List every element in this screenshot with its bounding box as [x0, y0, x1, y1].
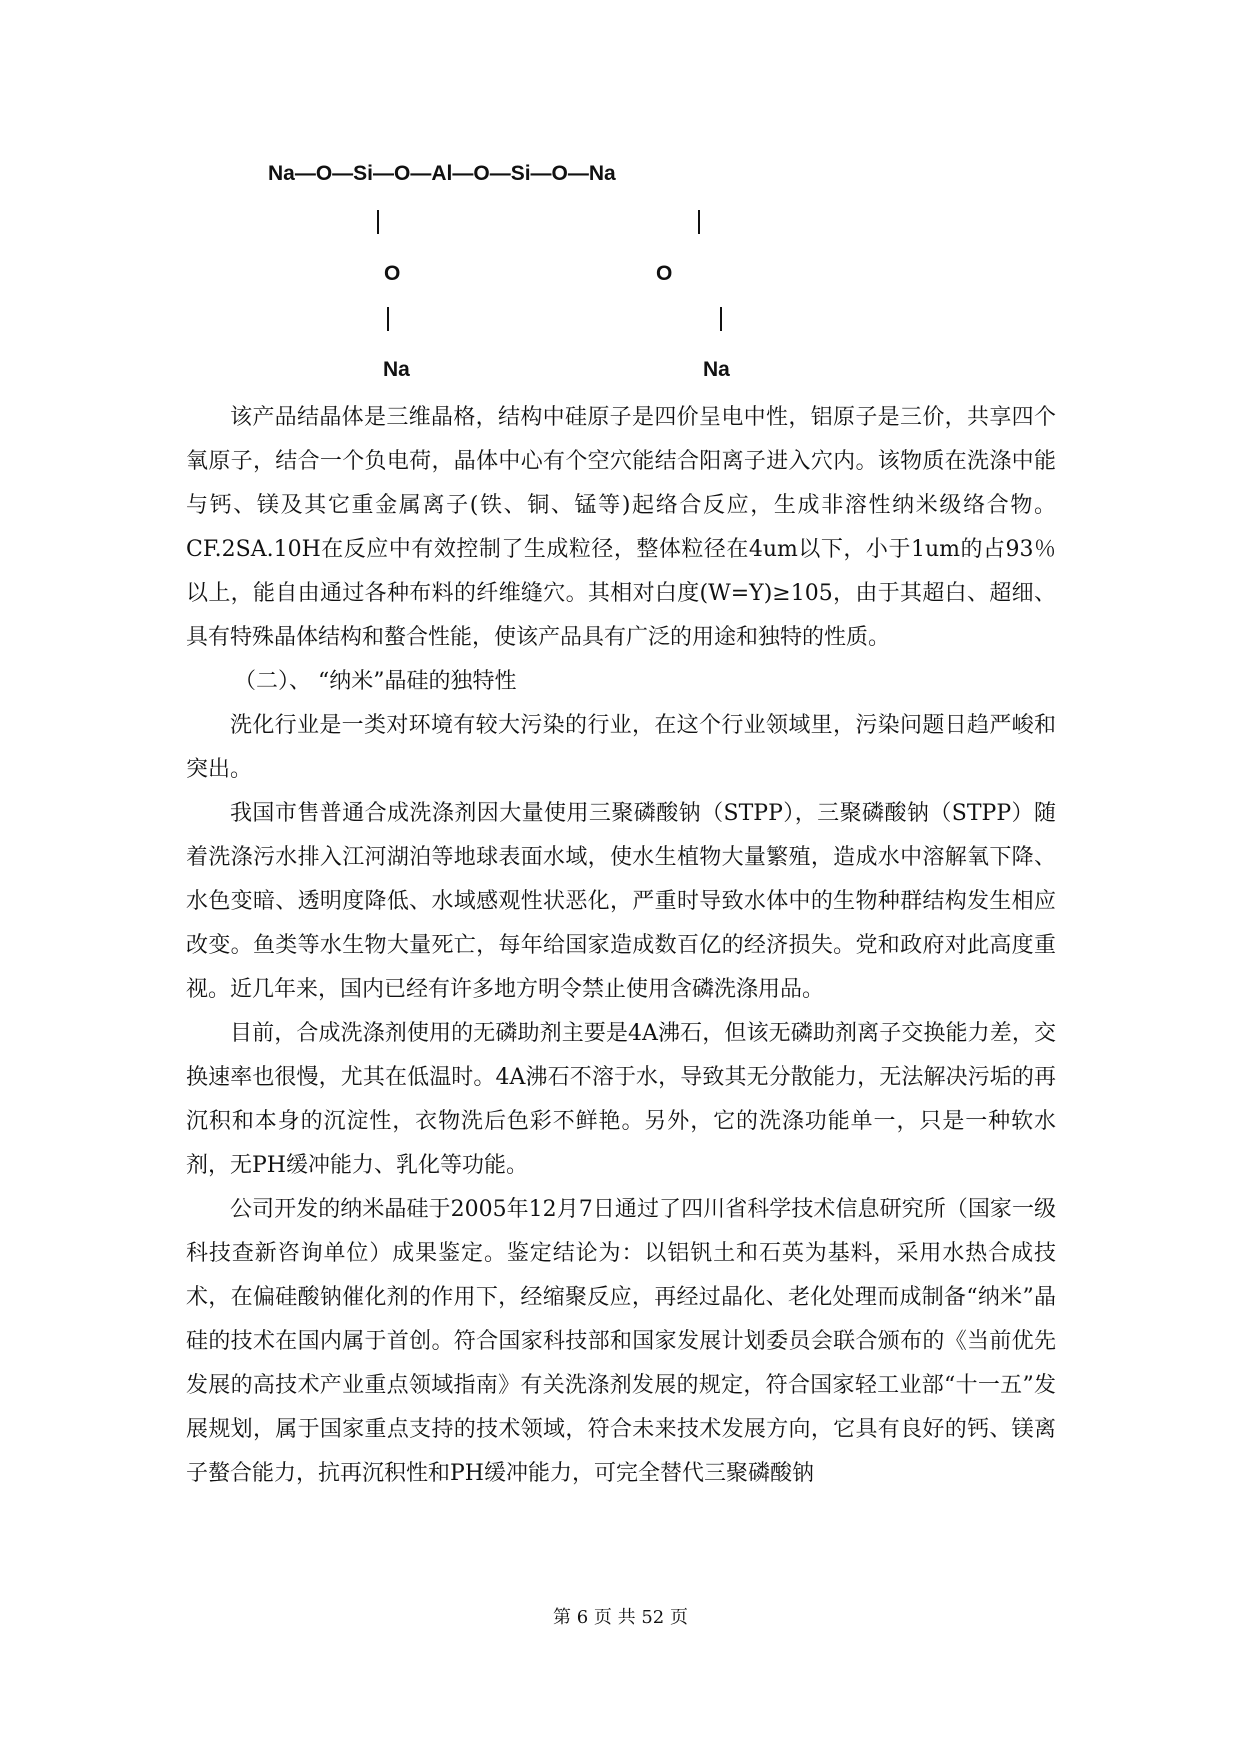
paragraph-4a-zeolite: 目前，合成洗涤剂使用的无磷助剂主要是4A沸石，但该无磷助剂离子交换能力差，交换速率也很慢，尤其在低温时。4A沸石不溶于水，导致其无分散能力，无法解决污垢的再沉积和本身的沉淀性，衣物洗后色彩不鲜艳。另外，它的洗涤功能单一，只是一种软水剂，无PH缓冲能力、乳化等功能。: [186, 1021, 1056, 1178]
oxygen-right: O: [656, 262, 673, 285]
bond-bar-right-lower: [720, 307, 722, 331]
oxygen-left: O: [384, 262, 401, 285]
sodium-left: Na: [383, 358, 410, 381]
sodium-right: Na: [703, 358, 730, 381]
formula-main-chain: Na—O—Si—O—Al—O—Si—O—Na: [268, 162, 616, 185]
paragraph-company-development: 公司开发的纳米晶硅于2005年12月7日通过了四川省科学技术信息研究所（国家一级科技查新咨询单位）成果鉴定。鉴定结论为：以铝钒土和石英为基料，采用水热合成技术，在偏硅酸钠催化剂的作用下，经缩聚反应，再经过晶化、老化处理而成制备“纳米”晶硅的技术在国内属于首创。符合国家科技部和国家发展计划委员会联合颁布的《当前优先发展的高技术产业重点领域指南》有关洗涤剂发展的规定，符合国家轻工业部“十一五”发展规划，属于国家重点支持的技术领域，符合未来技术发展方向，它具有良好的钙、镁离子螯合能力，抗再沉积性和PH缓冲能力，可完全替代三聚磷酸钠: [186, 1197, 1056, 1486]
bond-bar-right-upper: [698, 210, 700, 234]
page-number-footer: 第 6 页 共 52 页: [553, 1607, 688, 1628]
bond-bar-left-upper: [377, 210, 379, 234]
section-heading: （二）、 “纳米”晶硅的独特性: [234, 669, 517, 694]
paragraph-industry-pollution: 洗化行业是一类对环境有较大污染的行业，在这个行业领域里，污染问题日趋严峻和突出。: [186, 713, 1056, 782]
document-body: [186, 396, 1056, 1496]
bond-bar-left-lower: [387, 307, 389, 331]
paragraph-crystal-structure: 该产品结晶体是三维晶格，结构中硅原子是四价呈电中性，铝原子是三价，共享四个氧原子，结合一个负电荷，晶体中心有个空穴能结合阳离子进入穴内。该物质在洗涤中能与钙、镁及其它重金属离子(铁、铜、锰等)起络合反应，生成非溶性纳米级络合物。CF.2SA.10H在反应中有效控制了生成粒径，整体粒径在4um以下，小于1um的占93％以上，能自由通过各种布料的纤维缝穴。其相对白度(W=Y)≥105，由于其超白、超细、具有特殊晶体结构和螯合性能，使该产品具有广泛的用途和独特的性质。: [186, 405, 1056, 650]
paragraph-stpp: 我国市售普通合成洗涤剂因大量使用三聚磷酸钠（STPP），三聚磷酸钠（STPP）随着洗涤污水排入江河湖泊等地球表面水域，使水生植物大量繁殖，造成水中溶解氧下降、水色变暗、透明度降低、水域感观性状恶化，严重时导致水体中的生物种群结构发生相应改变。鱼类等水生物大量死亡，每年给国家造成数百亿的经济损失。党和政府对此高度重视。近几年来，国内已经有许多地方明令禁止使用含磷洗涤用品。: [186, 801, 1056, 1002]
